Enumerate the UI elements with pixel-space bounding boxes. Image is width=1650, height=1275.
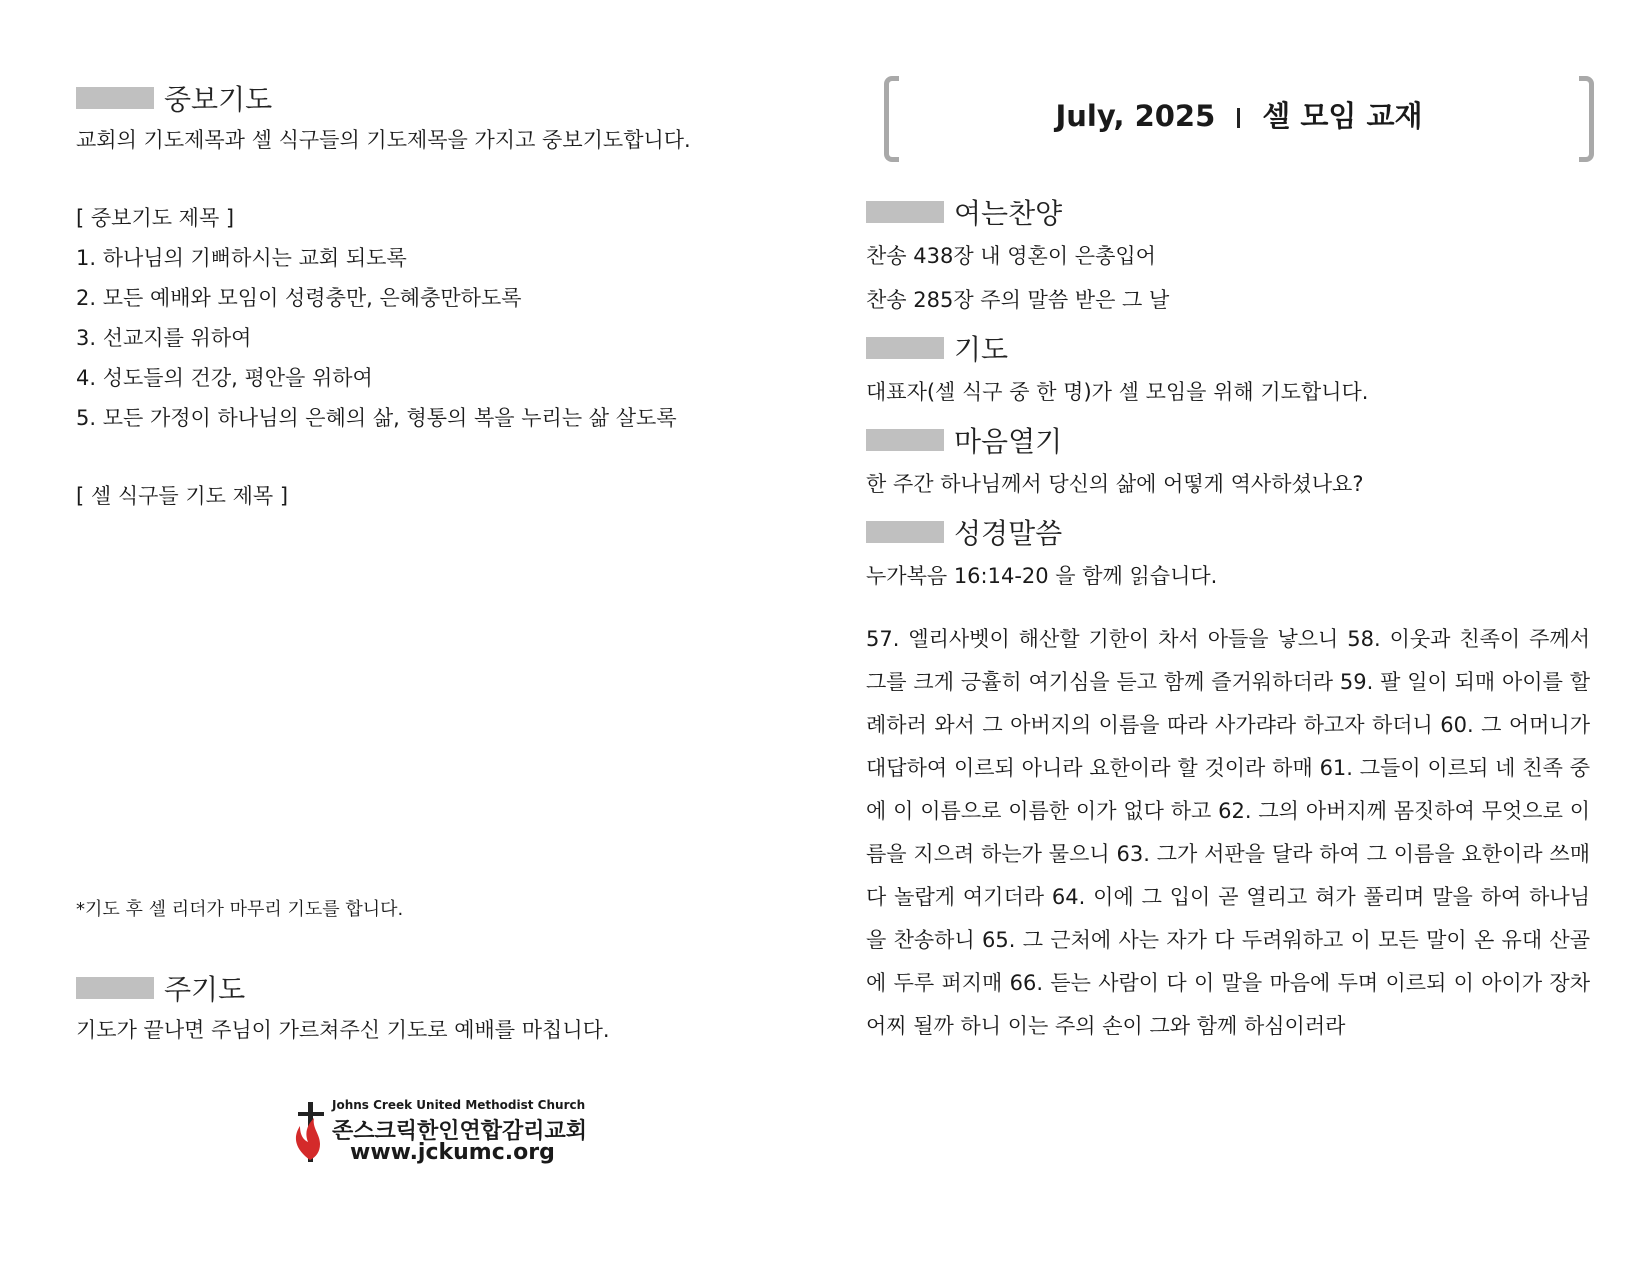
opening-heart-title: 마음열기 (954, 425, 1063, 458)
scripture-passage: 57. 엘리사벳이 해산할 기한이 차서 아들을 낳으니 58. 이웃과 친족이 주께서 그를 크게 긍휼히 여기심을 듣고 함께 즐거워하더라 59. 팔 일이 되매 아이를 할례하러 와서 그 아버지의 이름을 따라 사가랴라 하고자 하더니 60. 그 어머니가 대답하여 이르되 아니라 요한이라 할 것이라 하매 61. 그들이 이르되 네 친족 중에 이 이름으로 이름한 이가 없다 하고 62. 그의 아버지께 몸짓하여 무엇으로 이름을 지으려 하는가 물으니 63. 그가 서판을 달라 하여 그 이름을 요한이라 쓰매 다 놀랍게 여기더라 64. 이에 그 입이 곧 열리고 혀가 풀리며 말을 하여 하나님을 찬송하니 65. 그 근처에 사는 자가 다 두려워하고 이 모든 말이 온 유대 산골에 두루 퍼지매 66. 듣는 사람이 다 이 말을 마음에 두며 이르되 이 아이가 장차 어찌 될까 하니 이는 주의 손이 그와 함께 하심이러라 (866, 627, 1590, 1038)
banner-separator (1237, 108, 1240, 128)
prayer-title: 기도 (954, 333, 1009, 366)
prayer-topic: 3. 선교지를 위하여 (76, 326, 252, 350)
left-column (76, 76, 796, 516)
prayer-topic: 2. 모든 예배와 모임이 성령충만, 은혜충만하도록 (76, 286, 522, 310)
opening-hymn-heading (866, 190, 1590, 234)
banner-title: 셀 모임 교재 (1262, 99, 1423, 133)
hymn-line: 찬송 285장 주의 말씀 받은 그 날 (866, 288, 1170, 312)
right-column (866, 186, 1590, 1048)
lords-prayer-heading (76, 966, 796, 1010)
banner-date: July, 2025 (1055, 99, 1216, 133)
logo-url[interactable]: www.jckumc.org (350, 1140, 555, 1165)
cross-flame-icon (290, 1100, 330, 1164)
prayer-topic: 1. 하나님의 기뻐하시는 교회 되도록 (76, 246, 407, 270)
intercession-title: 중보기도 (164, 83, 273, 116)
prayer-topic: 5. 모든 가정이 하나님의 은혜의 삶, 형통의 복을 누리는 삶 살도록 (76, 406, 677, 430)
intercession-heading (76, 76, 796, 120)
section-bar (866, 429, 944, 451)
logo-korean: 존스크릭한인연합감리교회 (332, 1119, 588, 1144)
hymn-line: 찬송 438장 내 영혼이 은총입어 (866, 244, 1156, 268)
section-bar (76, 977, 154, 999)
footnote: *기도 후 셀 리더가 마무리 기도를 합니다. (76, 899, 404, 920)
lords-prayer-title: 주기도 (164, 973, 246, 1006)
section-bar (76, 87, 154, 109)
scripture-title: 성경말씀 (954, 517, 1063, 550)
lords-prayer-section (76, 966, 796, 1050)
banner-text (884, 94, 1594, 135)
opening-heart-text: 한 주간 하나님께서 당신의 삶에 어떻게 역사하셨나요? (866, 472, 1364, 496)
intercession-intro: 교회의 기도제목과 셀 식구들의 기도제목을 가지고 중보기도합니다. (76, 128, 691, 152)
section-bar (866, 201, 944, 223)
title-banner (884, 76, 1594, 156)
prayer-topic: 4. 성도들의 건강, 평안을 위하여 (76, 366, 373, 390)
prayer-heading (866, 326, 1590, 370)
scripture-heading (866, 510, 1590, 554)
opening-hymn-title: 여는찬양 (954, 197, 1063, 230)
opening-heart-heading (866, 418, 1590, 462)
logo-english: Johns Creek United Methodist Church (332, 1098, 586, 1112)
lords-prayer-text: 기도가 끝나면 주님이 가르쳐주신 기도로 예배를 마칩니다. (76, 1018, 610, 1042)
prayer-text: 대표자(셀 식구 중 한 명)가 셀 모임을 위해 기도합니다. (866, 380, 1369, 404)
members-heading: [ 셀 식구들 기도 제목 ] (76, 484, 289, 508)
section-bar (866, 521, 944, 543)
church-logo (290, 1096, 590, 1168)
topics-heading: [ 중보기도 제목 ] (76, 206, 235, 230)
scripture-reference: 누가복음 16:14-20 을 함께 읽습니다. (866, 564, 1218, 588)
section-bar (866, 337, 944, 359)
